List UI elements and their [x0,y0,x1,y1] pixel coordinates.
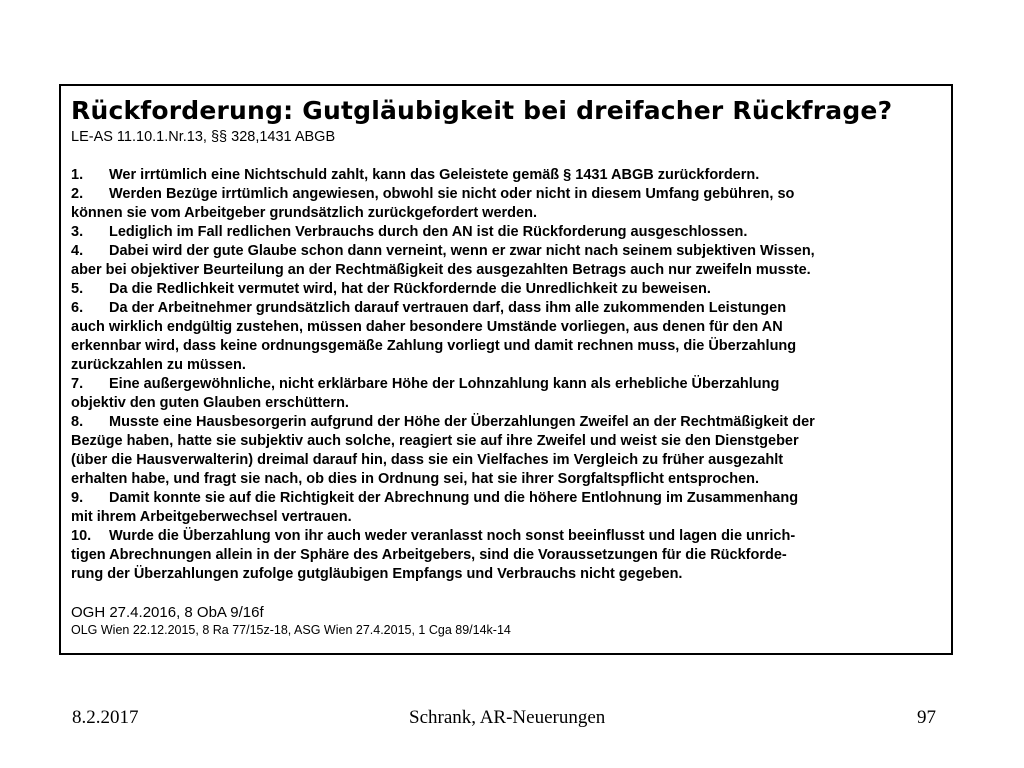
list-item-number: 1. [71,167,84,183]
list-item [71,527,941,546]
list-item-number: 9. [71,490,84,506]
list-item-continuation [71,508,941,527]
list-item-text: können sie vom Arbeitgeber grundsätzlich zurückgefordert werden. [71,205,537,221]
list-item [71,223,941,242]
list-item-number: 8. [71,414,84,430]
list-item-number: 6. [71,300,84,316]
list-item-number: 5. [71,281,84,297]
slide-content-box [59,84,953,655]
list-item-text: rung der Überzahlungen zufolge gutgläubigen Empfangs und Verbrauchs nicht gegeben. [71,566,683,582]
list-item-continuation [71,337,941,356]
slide-title: Rückforderung: Gutgläubigkeit bei dreifacher Rückfrage? [71,96,893,125]
numbered-list [71,166,941,584]
list-item-continuation [71,318,941,337]
list-item-text: erhalten habe, und fragt sie nach, ob dies in Ordnung sei, hat sie ihrer Sorgfaltspflicht entsprochen. [71,471,760,487]
list-item-number: 7. [71,376,84,392]
list-item-continuation [71,261,941,280]
list-item-continuation [71,356,941,375]
list-item [71,166,941,185]
court-decision: OGH 27.4.2016, 8 ObA 9/16f [71,604,264,621]
list-item [71,413,941,432]
list-item-continuation [71,546,941,565]
footer-author: Schrank, AR-Neuerungen [409,707,606,728]
list-item-text: zurückzahlen zu müssen. [71,357,246,373]
list-item-text: Da der Arbeitnehmer grundsätzlich darauf vertrauen darf, dass ihm alle zukommenden Leistungen [109,300,787,316]
list-item-text: Damit konnte sie auf die Richtigkeit der Abrechnung und die höhere Entlohnung im Zusammenhang [109,490,799,506]
list-item-text: Musste eine Hausbesorgerin aufgrund der Höhe der Überzahlungen Zweifel an der Rechtmäßigkeit der [109,414,815,430]
list-item [71,280,941,299]
list-item-continuation [71,204,941,223]
list-item-text: auch wirklich endgültig zustehen, müssen daher besondere Umstände vorliegen, aus denen für den AN [71,319,783,335]
list-item-continuation [71,470,941,489]
list-item [71,489,941,508]
list-item-continuation [71,432,941,451]
list-item-number: 3. [71,224,84,240]
list-item-text: erkennbar wird, dass keine ordnungsgemäße Zahlung vorliegt und damit rechnen muss, die Überzahlung [71,338,797,354]
lower-court-decisions: OLG Wien 22.12.2015, 8 Ra 77/15z-18, ASG Wien 27.4.2015, 1 Cga 89/14k-14 [71,623,511,637]
footer-date: 8.2.2017 [72,707,139,728]
list-item-number: 2. [71,186,84,202]
list-item-text: Werden Bezüge irrtümlich angewiesen, obwohl sie nicht oder nicht in diesem Umfang gebühren, so [109,186,795,202]
list-item-text: tigen Abrechnungen allein in der Sphäre des Arbeitgebers, sind die Voraussetzungen für die Rückforde- [71,547,787,563]
list-item-text: Wurde die Überzahlung von ihr auch weder veranlasst noch sonst beeinflusst und lagen die unrich- [109,528,796,544]
list-item-number: 4. [71,243,84,259]
legal-reference: LE-AS 11.10.1.Nr.13, §§ 328,1431 ABGB [71,129,336,145]
list-item-continuation [71,565,941,584]
list-item-text: mit ihrem Arbeitgeberwechsel vertrauen. [71,509,352,525]
blank-line [71,584,941,603]
list-item [71,185,941,204]
list-item-text: Wer irrtümlich eine Nichtschuld zahlt, kann das Geleistete gemäß § 1431 ABGB zurückfordern. [109,167,760,183]
list-item [71,375,941,394]
list-item-text: aber bei objektiver Beurteilung an der Rechtmäßigkeit des ausgezahlten Betrags auch nur zweifeln musste. [71,262,811,278]
list-item-text: Eine außergewöhnliche, nicht erklärbare Höhe der Lohnzahlung kann als erhebliche Überzahlung [109,376,780,392]
list-item-continuation [71,394,941,413]
list-item-text: Da die Redlichkeit vermutet wird, hat der Rückfordernde die Unredlichkeit zu beweisen. [109,281,711,297]
list-item-continuation [71,451,941,470]
list-item-text: (über die Hausverwalterin) dreimal darauf hin, dass sie ein Vielfaches im Vergleich zu früher ausgezahlt [71,452,784,468]
list-item-text: Dabei wird der gute Glaube schon dann verneint, wenn er zwar nicht nach seinem subjektiven Wissen, [109,243,815,259]
list-item-text: Lediglich im Fall redlichen Verbrauchs durch den AN ist die Rückforderung ausgeschlossen. [109,224,748,240]
list-item-text: Bezüge haben, hatte sie subjektiv auch solche, reagiert sie auf ihre Zweifel und weist sie den Dienstgeber [71,433,799,449]
list-item [71,242,941,261]
blank-line [71,147,941,166]
list-item-text: objektiv den guten Glauben erschüttern. [71,395,349,411]
page-number: 97 [917,707,936,728]
list-item-number: 10. [71,528,92,544]
list-item [71,299,941,318]
